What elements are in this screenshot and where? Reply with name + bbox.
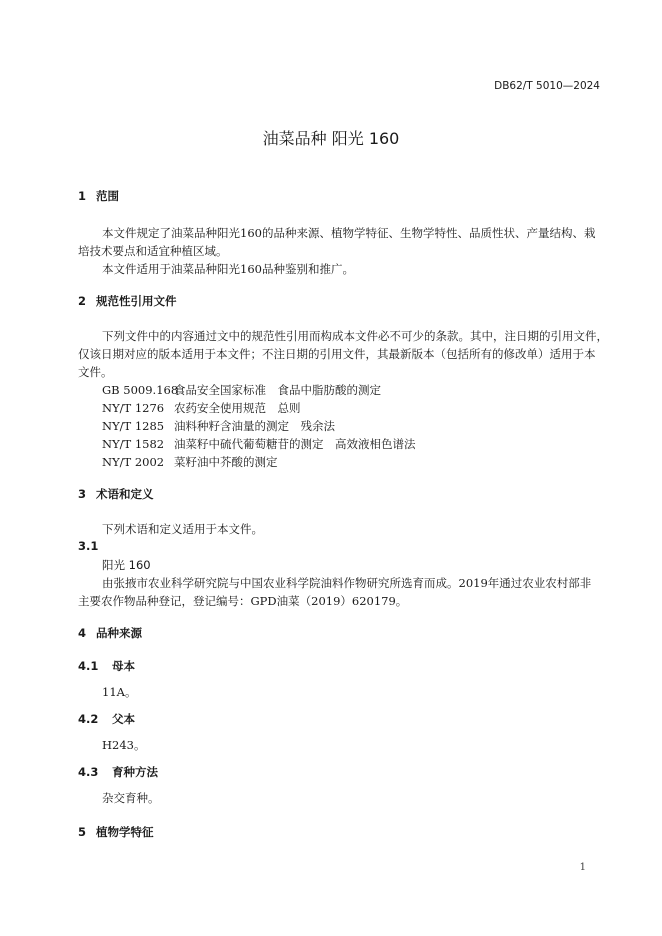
section-title: 术语和定义 [96, 487, 154, 501]
section-3-heading [78, 486, 154, 502]
paragraph-line: 本文件适用于油菜品种阳光160品种鉴别和推广。 [102, 262, 354, 276]
reference-code: NY/T 1285 [102, 419, 165, 433]
subsection-4-1-heading [78, 658, 135, 674]
paragraph-line: 文件。 [78, 365, 113, 379]
section-1-heading [78, 188, 119, 204]
paragraph-line: 由张掖市农业科学研究院与中国农业科学院油料作物研究所选育而成。2019年通过农业农村部非 [102, 576, 592, 590]
reference-item [102, 400, 301, 416]
reference-title: 油菜籽中硫代葡萄糖苷的测定 高效液相色谱法 [174, 437, 416, 451]
section-4-heading [78, 625, 142, 641]
section-title: 品种来源 [96, 626, 142, 640]
reference-item [102, 418, 335, 434]
section-title: 规范性引用文件 [96, 294, 177, 308]
reference-code: GB 5009.168 [102, 383, 179, 397]
reference-code: NY/T 1276 [102, 401, 165, 415]
reference-title: 农药安全使用规范 总则 [174, 401, 301, 415]
reference-code: NY/T 2002 [102, 455, 165, 469]
standard-code: DB62/T 5010—2024 [494, 80, 600, 92]
paragraph-line: 杂交育种。 [102, 791, 160, 805]
reference-item [102, 382, 381, 398]
document-title: 油菜品种 阳光 160 [262, 129, 400, 148]
page-number: 1 [579, 862, 586, 873]
paragraph-line: 本文件规定了油菜品种阳光160的品种来源、植物学特征、生物学特性、品质性状、产量结构、栽 [102, 226, 596, 240]
reference-code: NY/T 1582 [102, 437, 165, 451]
paragraph-line: 11A。 [102, 685, 137, 699]
paragraph-line: 培技术要点和适宜种植区域。 [78, 244, 228, 258]
paragraph-line: 仅该日期对应的版本适用于本文件；不注日期的引用文件，其最新版本（包括所有的修改单）适用于本 [78, 347, 596, 361]
subsection-number: 4.3 [78, 765, 99, 779]
section-number: 1 [78, 189, 87, 203]
reference-title: 食品安全国家标准 食品中脂肪酸的测定 [174, 383, 381, 397]
paragraph-line: 下列术语和定义适用于本文件。 [102, 522, 263, 536]
paragraph-line: 主要农作物品种登记，登记编号：GPD油菜（2019）620179。 [78, 594, 408, 608]
section-title: 范围 [96, 189, 119, 203]
section-title: 植物学特征 [96, 825, 154, 839]
subsection-4-2-heading [78, 711, 135, 727]
subsection-4-3-heading [78, 764, 158, 780]
subsection-title: 母本 [112, 659, 135, 673]
section-5-heading [78, 824, 154, 840]
subsection-number: 4.1 [78, 659, 99, 673]
term-number: 3.1 [78, 539, 99, 553]
reference-title: 油料种籽含油量的测定 残余法 [174, 419, 335, 433]
paragraph-line: H243。 [102, 738, 146, 752]
reference-item [102, 436, 416, 452]
paragraph-line: 下列文件中的内容通过文中的规范性引用而构成本文件必不可少的条款。其中，注日期的引用文件， [102, 329, 608, 343]
subsection-title: 父本 [112, 712, 135, 726]
section-number: 2 [78, 294, 87, 308]
section-number: 5 [78, 825, 87, 839]
section-2-heading [78, 293, 177, 309]
reference-title: 菜籽油中芥酸的测定 [174, 455, 278, 469]
subsection-number: 4.2 [78, 712, 99, 726]
reference-item [102, 454, 278, 470]
section-number: 4 [78, 626, 87, 640]
section-number: 3 [78, 487, 87, 501]
term-name: 阳光 160 [102, 558, 151, 572]
subsection-title: 育种方法 [112, 765, 158, 779]
